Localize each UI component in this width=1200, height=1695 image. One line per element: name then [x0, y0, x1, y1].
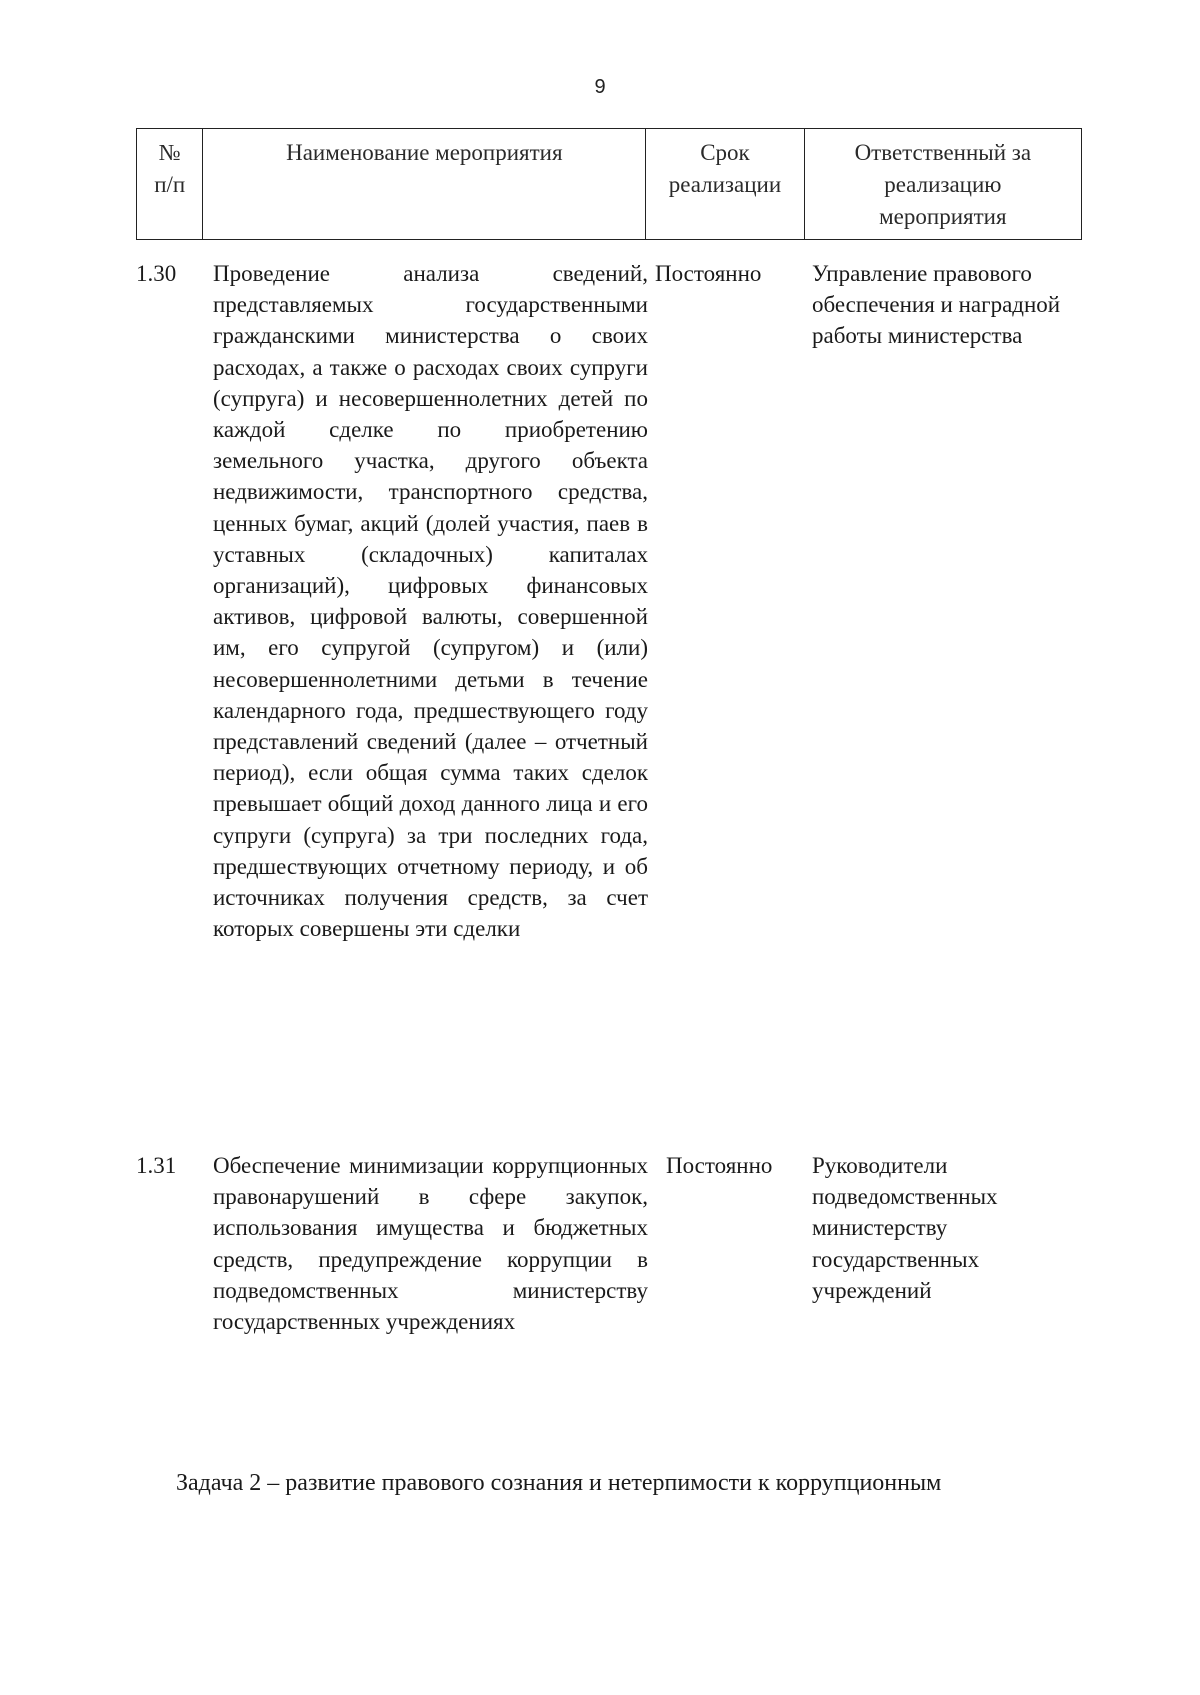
- header-term: [646, 129, 804, 240]
- row-description: Обеспечение минимизации коррупционных правонарушений в сфере закупок, использования имущества и бюджетных средств, предупреждение коррупции в подведомственных министерству государственных учреждениях: [213, 1153, 648, 1335]
- header-num-label: № п/п: [154, 140, 186, 197]
- header-name: [203, 129, 646, 240]
- header-responsible: [804, 129, 1081, 240]
- row-num: 1.31: [136, 1153, 177, 1178]
- row-description: Проведение анализа сведений, представляемых государственными гражданскими министерства о своих расходах, а также о расходах своих супруги (супруга) и несовершеннолетних детей по каждой сделке по приобретению земельного участка, другого объекта недвижимости, транспортного средства, ценных бумаг, акций (долей участия, паев в уставных (складочных) капиталах организаций), цифровых финансовых активов, цифровой валюты, совершенной им, его супругой (супругом) и (или) несовершеннолетними детьми в течение календарного года, предшествующего году представлений сведений (далее – отчетный период), если общая сумма таких сделок превышает общий доход данного лица и его супруги (супруга) за три последних года, предшествующих отчетному периоду, и об источниках получения средств, за счет которых совершены эти сделки: [213, 261, 648, 942]
- page-number: 9: [594, 76, 606, 98]
- table-header: [136, 128, 1082, 240]
- row-term: Постоянно: [655, 261, 762, 286]
- row-responsible: Руководители подведомственных министерству государственных учреждений: [812, 1153, 998, 1303]
- row-term: Постоянно: [666, 1153, 773, 1178]
- header-name-label: Наименование мероприятия: [286, 140, 563, 165]
- task-heading: Задача 2 – развитие правового сознания и нетерпимости к коррупционным: [176, 1470, 942, 1496]
- header-num: [137, 129, 203, 240]
- row-num: 1.30: [136, 261, 177, 286]
- header-responsible-label: Ответственный за реализацию мероприятия: [854, 140, 1032, 229]
- header-term-label: Срок реализации: [668, 140, 782, 197]
- row-responsible: Управление правового обеспечения и наградной работы министерства: [812, 261, 1061, 349]
